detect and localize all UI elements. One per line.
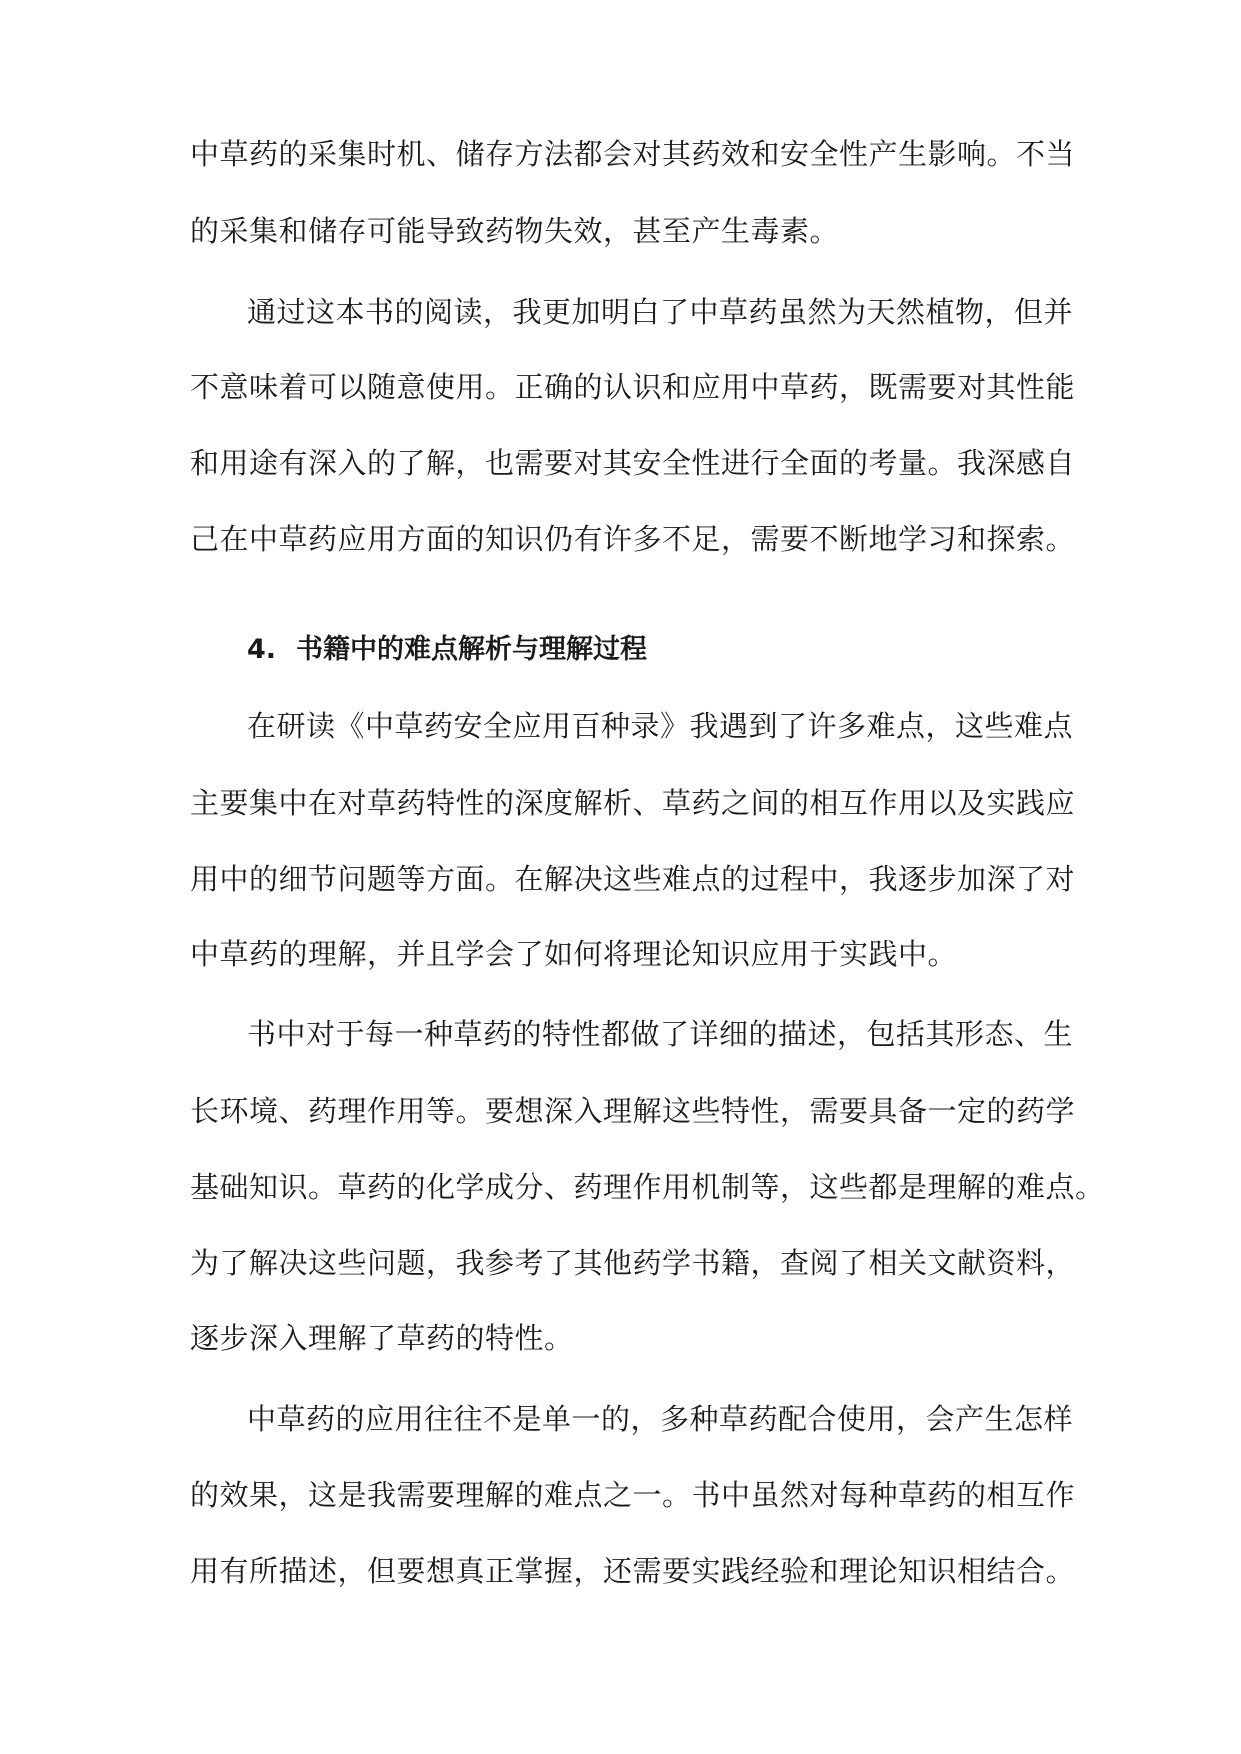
paragraph-line: 不意味着可以随意使用。正确的认识和应用中草药，既需要对其性能 (190, 370, 1076, 404)
paragraph-line: 主要集中在对草药特性的深度解析、草药之间的相互作用以及实践应 (190, 786, 1076, 820)
paragraph-line: 在研读《中草药安全应用百种录》我遇到了许多难点，这些难点 (247, 709, 1074, 743)
section-number: 4. (247, 634, 277, 665)
paragraph-line: 书中对于每一种草药的特性都做了详细的描述，包括其形态、生 (247, 1017, 1074, 1051)
paragraph-line: 逐步深入理解了草药的特性。 (190, 1321, 574, 1355)
section-title: 书籍中的难点解析与理解过程 (296, 634, 648, 665)
paragraph-line: 基础知识。草药的化学成分、药理作用机制等，这些都是理解的难点。 (190, 1170, 1105, 1204)
section-heading (247, 630, 647, 670)
paragraph-line: 中草药的采集时机、储存方法都会对其药效和安全性产生影响。不当 (190, 137, 1076, 171)
paragraph-line: 和用途有深入的了解，也需要对其安全性进行全面的考量。我深感自 (190, 446, 1076, 480)
paragraph-line: 用有所描述，但要想真正掌握，还需要实践经验和理论知识相结合。 (190, 1554, 1076, 1588)
paragraph-line: 用中的细节问题等方面。在解决这些难点的过程中，我逐步加深了对 (190, 862, 1076, 896)
paragraph-line: 的效果，这是我需要理解的难点之一。书中虽然对每种草药的相互作 (190, 1478, 1076, 1512)
paragraph-line: 为了解决这些问题，我参考了其他药学书籍，查阅了相关文献资料， (190, 1246, 1076, 1280)
paragraph-line: 己在中草药应用方面的知识仍有许多不足，需要不断地学习和探索。 (190, 522, 1076, 556)
paragraph-line: 的采集和储存可能导致药物失效，甚至产生毒素。 (190, 214, 840, 248)
paragraph-line: 长环境、药理作用等。要想深入理解这些特性，需要具备一定的药学 (190, 1094, 1076, 1128)
paragraph-line: 中草药的理解，并且学会了如何将理论知识应用于实践中。 (190, 937, 958, 971)
paragraph-line: 通过这本书的阅读，我更加明白了中草药虽然为天然植物，但并 (247, 295, 1074, 329)
paragraph-line: 中草药的应用往往不是单一的，多种草药配合使用，会产生怎样 (247, 1402, 1074, 1436)
